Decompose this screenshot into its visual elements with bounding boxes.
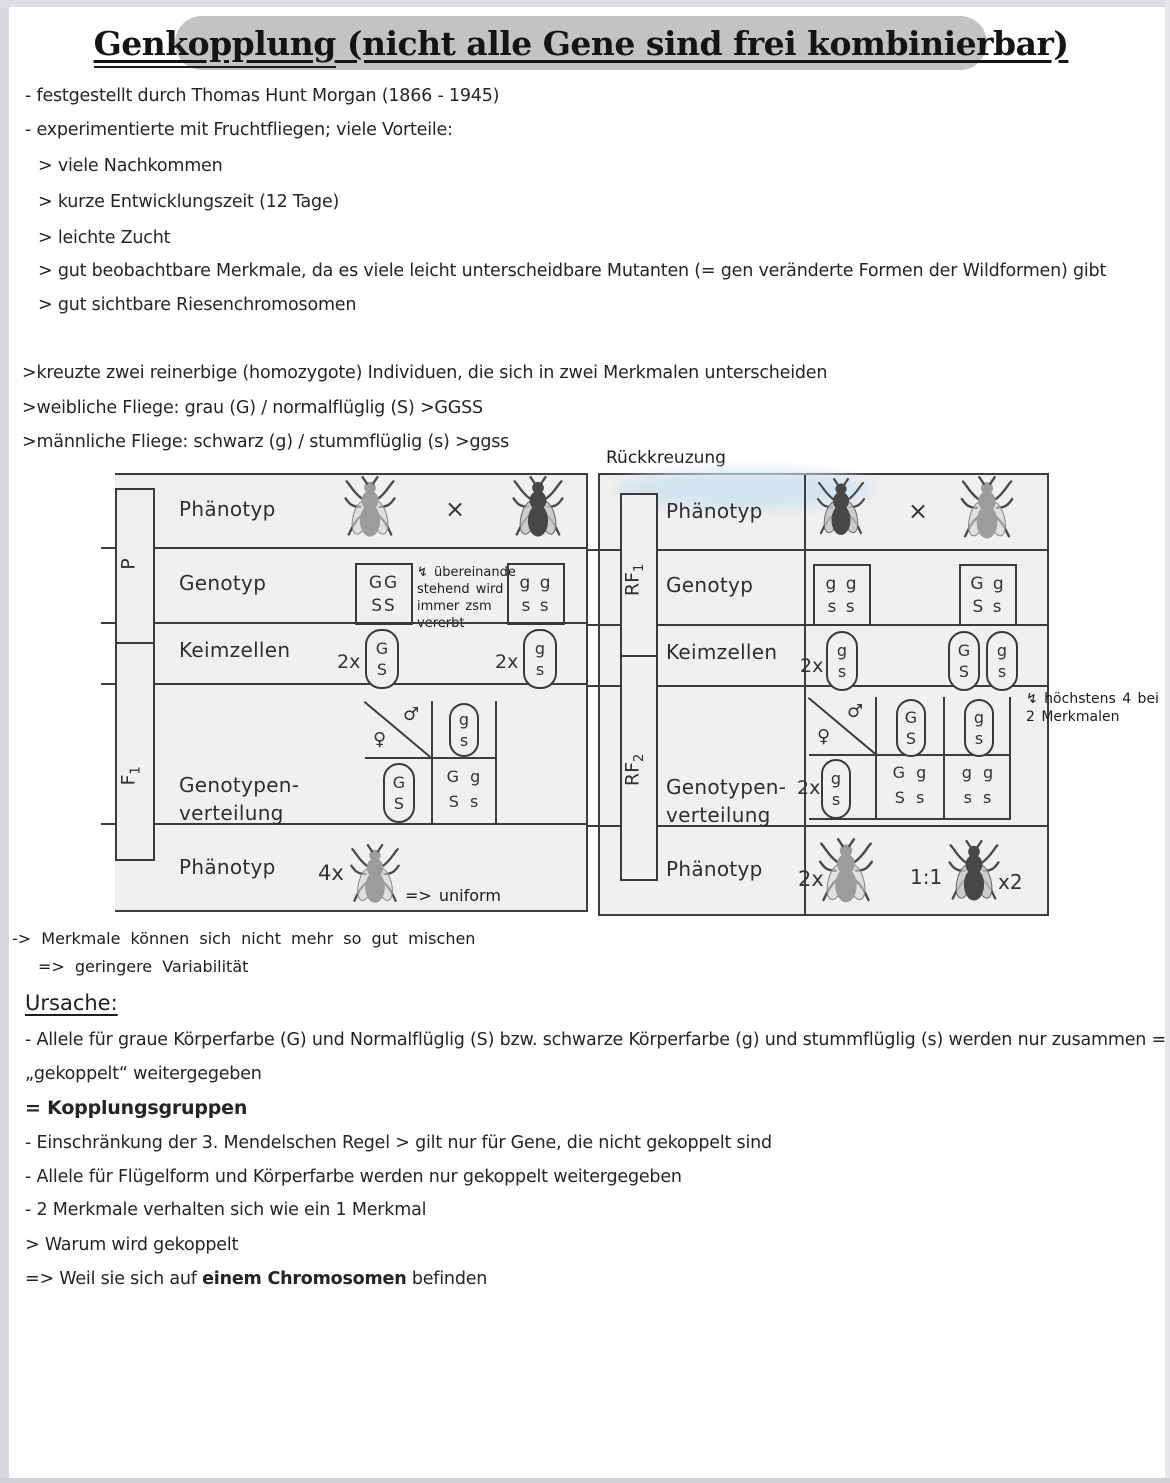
female-symbol: ♀ — [817, 726, 831, 747]
section-heading-ursache: Ursache: — [25, 991, 118, 1015]
intro-line: - experimentierte mit Fruchtfliegen; viele Vorteile: — [25, 120, 453, 140]
table-border — [115, 910, 588, 912]
punnett-cell: g g s s — [961, 763, 997, 807]
genotype-box-GgSs: G g S s — [959, 564, 1017, 626]
row-label-genotype: Genotyp — [179, 571, 267, 595]
ursache-line: - Einschränkung der 3. Mendelschen Regel > gilt nur für Gene, die nicht gekoppelt sind — [25, 1133, 772, 1153]
punnett-line — [875, 697, 877, 820]
cross-symbol: × — [445, 495, 466, 523]
row-label-distribution: Genotypen- — [666, 775, 787, 799]
punnett-square — [365, 701, 497, 825]
row-separator — [101, 547, 588, 549]
generation-label-rf1: $RF_1$ — [621, 563, 648, 597]
multiplier: 2x — [337, 651, 361, 673]
advantage-line: > kurze Entwicklungszeit (12 Tage) — [38, 192, 340, 212]
multiplier: 2x — [495, 651, 519, 673]
row-label-phenotype: Phänotyp — [179, 497, 276, 521]
punnett-line — [365, 757, 497, 759]
ursache-final-line: => Weil sie sich auf einem Chromosomen befinden — [25, 1269, 488, 1289]
gamete-oval-gs: g s — [986, 631, 1018, 691]
cross-symbol: × — [908, 497, 929, 525]
generation-bar — [115, 488, 155, 861]
punnett-cell: G g S s — [446, 767, 484, 811]
advantage-line: > viele Nachkommen — [38, 156, 223, 176]
gamete-oval-gs: g s — [449, 703, 479, 757]
cross-table-left — [115, 473, 588, 912]
row-label-genotype: Genotyp — [666, 573, 754, 597]
row-label-distribution: Genotypen- — [179, 773, 300, 797]
punnett-line — [495, 701, 497, 825]
ursache-line-bold: = Kopplungsgruppen — [25, 1097, 248, 1119]
fruit-fly-gray-icon — [348, 843, 402, 909]
fruit-fly-dark-icon — [511, 475, 565, 543]
advantage-line: > gut sichtbare Riesenchromosomen — [38, 295, 357, 315]
multiplier: 2x — [797, 777, 821, 799]
punnett-line — [431, 701, 433, 825]
gamete-oval-GS: G S — [383, 763, 415, 823]
multiplier: x2 — [998, 870, 1023, 894]
advantage-line: > leichte Zucht — [38, 228, 171, 248]
row-label-distribution: verteilung — [179, 801, 284, 825]
genotype-box-ggss-dominant: GG SS — [355, 563, 413, 625]
ursache-line: - Allele für Flügelform und Körperfarbe werden nur gekoppelt weitergegeben — [25, 1167, 682, 1187]
conclusion-line: => geringere Variabilität — [38, 957, 249, 976]
intro-line: - festgestellt durch Thomas Hunt Morgan (1866 - 1945) — [25, 86, 500, 106]
row-separator — [101, 683, 588, 685]
uniform-note: => uniform — [405, 886, 501, 905]
generation-label-rf2: $RF_2$ — [621, 753, 648, 787]
punnett-line — [365, 823, 497, 825]
gamete-oval-gs: g s — [826, 631, 858, 691]
generation-label-p: P — [117, 558, 140, 570]
gamete-oval-GS: G S — [948, 631, 980, 691]
advantage-line: > gut beobachtbare Merkmale, da es viele leicht unterscheidbare Mutanten (= gen veränderte Formen der Wildformen) gibt — [38, 261, 1107, 281]
ursache-line: „gekoppelt“ weitergegeben — [25, 1064, 262, 1084]
ursache-line: > Warum wird gekoppelt — [25, 1235, 239, 1255]
female-symbol: ♀ — [373, 729, 387, 750]
generation-bar-divider — [622, 655, 656, 657]
ursache-line: - 2 Merkmale verhalten sich wie ein 1 Merkmal — [25, 1200, 427, 1220]
side-note: ↯ höchstens 4 bei 2 Merkmalen — [1026, 691, 1159, 726]
gamete-oval-gs: g s — [964, 699, 994, 757]
table-border — [586, 473, 588, 912]
ratio-label: 1:1 — [910, 865, 943, 889]
conclusion-line: -> Merkmale können sich nicht mehr so gut mischen — [12, 929, 476, 948]
cross-line: >weibliche Fliege: grau (G) / normalflüglig (S) >GGSS — [22, 398, 483, 418]
genotype-box-ggss-recessive: g g s s — [507, 563, 565, 625]
gamete-oval-gs: g s — [821, 759, 851, 819]
handwritten-note: ↯ übereinande stehend wird immer zsm — [417, 565, 516, 614]
cross-line: >männliche Fliege: schwarz (g) / stummflüglig (s) >ggss — [22, 432, 510, 452]
gamete-oval-GS: G S — [896, 699, 926, 757]
generation-label-f1: $F_1$ — [117, 766, 144, 786]
fruit-fly-dark-icon — [948, 839, 1000, 907]
page-title: Genkopplung (nicht alle Gene sind frei kombinierbar) — [94, 24, 1069, 63]
male-symbol: ♂ — [847, 701, 864, 722]
row-label-phenotype2: Phänotyp — [666, 857, 763, 881]
punnett-line — [943, 697, 945, 820]
genotype-box-ggss: g g s s — [813, 564, 871, 626]
fruit-fly-gray-icon — [343, 475, 397, 543]
generation-bar — [620, 493, 658, 881]
row-separator — [101, 823, 588, 825]
row-label-distribution: verteilung — [666, 803, 771, 827]
multiplier: 4x — [318, 861, 344, 885]
ursache-line: - Allele für graue Körperfarbe (G) und Normalflüglig (S) bzw. schwarze Körperfarbe (g) und stummflüglig (s) werden nur zusammen = — [25, 1030, 1167, 1050]
page-edge-top — [0, 0, 1170, 7]
backcross-heading: Rückkreuzung — [606, 448, 726, 468]
page-edge-bottom — [0, 1478, 1170, 1483]
multiplier: 2x — [800, 655, 824, 677]
row-label-phenotype2: Phänotyp — [179, 855, 276, 879]
row-label-phenotype: Phänotyp — [666, 499, 763, 523]
punnett-cell: G g S s — [892, 763, 930, 807]
punnett-line — [1009, 697, 1011, 820]
row-label-germcells: Keimzellen — [666, 640, 778, 664]
fruit-fly-gray-icon — [958, 475, 1016, 545]
cross-table-right — [598, 473, 1049, 916]
gamete-oval-gs: g s — [523, 629, 557, 689]
column-divider — [804, 475, 806, 914]
fruit-fly-gray-icon — [818, 837, 874, 909]
punnett-square — [797, 697, 1011, 820]
multiplier: 2x — [798, 867, 824, 891]
page-edge-left — [0, 0, 9, 1483]
gamete-oval-GS: G S — [365, 629, 399, 689]
page-edge-right — [1165, 0, 1170, 1483]
male-symbol: ♂ — [403, 704, 420, 725]
generation-bar-divider — [117, 642, 153, 644]
cross-line: >kreuzte zwei reinerbige (homozygote) Individuen, die sich in zwei Merkmalen unterscheiden — [22, 363, 828, 383]
row-label-germcells: Keimzellen — [179, 638, 291, 662]
title-highlight — [93, 16, 1069, 70]
fruit-fly-dark-icon — [816, 477, 866, 541]
